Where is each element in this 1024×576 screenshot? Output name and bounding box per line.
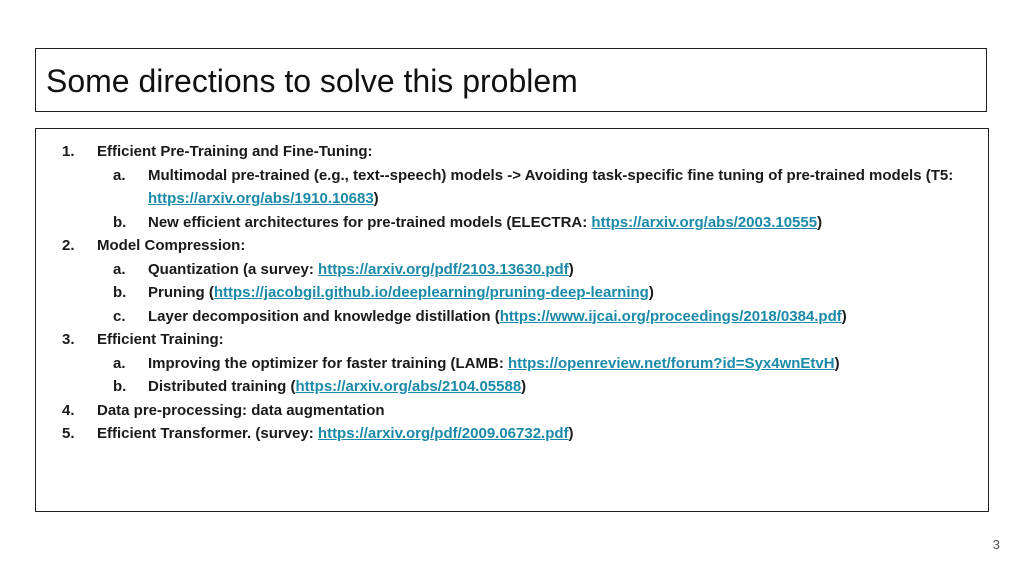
sub-item-text (148, 164, 962, 211)
sub-item-text-after: ) (648, 284, 654, 301)
sub-item-text-before: Multimodal pre-trained (e.g., text--speech) models -> Avoiding task-specific fine tuning of pre-trained models (T5: (148, 166, 954, 184)
sub-item (62, 281, 962, 305)
sub-item-text-after: ) (568, 260, 574, 278)
sub-item-text-after: ) (841, 307, 847, 325)
item-label: Data pre-processing: data augmentation (97, 401, 385, 419)
t5-link[interactable]: https://arxiv.org/abs/1910.10683 (148, 190, 374, 207)
sub-item-text-after: ) (521, 378, 527, 395)
sub-item-text (148, 375, 962, 399)
sub-item-text-before: Quantization (a survey: (148, 260, 319, 278)
list-item (62, 328, 962, 352)
sub-item (62, 375, 962, 399)
item-number: 4. (62, 401, 75, 419)
item-number: 2. (62, 237, 75, 254)
sub-item (62, 211, 962, 235)
sub-item-text-before: Layer decomposition and knowledge distillation ( (148, 307, 500, 325)
sub-item (62, 258, 962, 282)
sub-item-text (148, 281, 962, 305)
sub-item-letter: a. (113, 260, 126, 278)
item-label-after: ) (568, 425, 574, 442)
slide-title: Some directions to solve this problem (46, 63, 578, 99)
sub-item-letter: a. (113, 354, 126, 372)
sub-item-letter: b. (113, 284, 127, 301)
item-number: 3. (62, 331, 75, 348)
sub-item-text-before: New efficient architectures for pre-trained models (ELECTRA: (148, 213, 592, 231)
sub-item (62, 164, 962, 211)
list-item (62, 422, 962, 446)
item-label: Efficient Pre-Training and Fine-Tuning: (97, 143, 373, 160)
item-label: Efficient Training: (97, 331, 224, 348)
sub-item-letter: b. (113, 378, 127, 395)
item-label: Model Compression: (97, 237, 246, 254)
sub-item-letter: b. (113, 213, 127, 231)
sub-item-text-after: ) (834, 354, 840, 372)
sub-item (62, 305, 962, 329)
sub-item-text (148, 305, 962, 329)
sub-item-text (148, 211, 962, 235)
list-item (62, 234, 962, 258)
sub-item-text-before: Improving the optimizer for faster training (LAMB: (148, 354, 509, 372)
list-item (62, 140, 962, 164)
item-number: 1. (62, 143, 75, 160)
content-box (35, 128, 989, 512)
item-label-before: Efficient Transformer. (survey: (97, 425, 318, 442)
page-number: 3 (992, 537, 1000, 552)
pruning-link[interactable]: https://jacobgil.github.io/deeplearning/pruning-deep-learning (213, 284, 649, 301)
sub-item-text-before: Distributed training ( (148, 378, 296, 395)
sub-item-text-after: ) (373, 190, 379, 207)
sub-item-text-before: Pruning ( (148, 284, 214, 301)
sub-item-text-after: ) (817, 213, 823, 231)
lamb-link[interactable]: https://openreview.net/forum?id=Syx4wnEtvH (508, 354, 835, 372)
sub-item-letter: c. (113, 307, 126, 325)
item-number: 5. (62, 425, 75, 442)
distillation-link[interactable]: https://www.ijcai.org/proceedings/2018/0384.pdf (499, 307, 842, 325)
list-item (62, 399, 962, 423)
sub-item-text (148, 258, 962, 282)
distributed-training-link[interactable]: https://arxiv.org/abs/2104.05588 (295, 378, 522, 395)
sub-item-text (148, 352, 962, 376)
sub-item-letter: a. (113, 166, 126, 184)
quantization-survey-link[interactable]: https://arxiv.org/pdf/2103.13630.pdf (318, 260, 569, 278)
electra-link[interactable]: https://arxiv.org/abs/2003.10555 (591, 213, 818, 231)
title-box (35, 48, 987, 112)
sub-item (62, 352, 962, 376)
efficient-transformer-survey-link[interactable]: https://arxiv.org/pdf/2009.06732.pdf (317, 425, 569, 442)
directions-list (62, 140, 962, 446)
